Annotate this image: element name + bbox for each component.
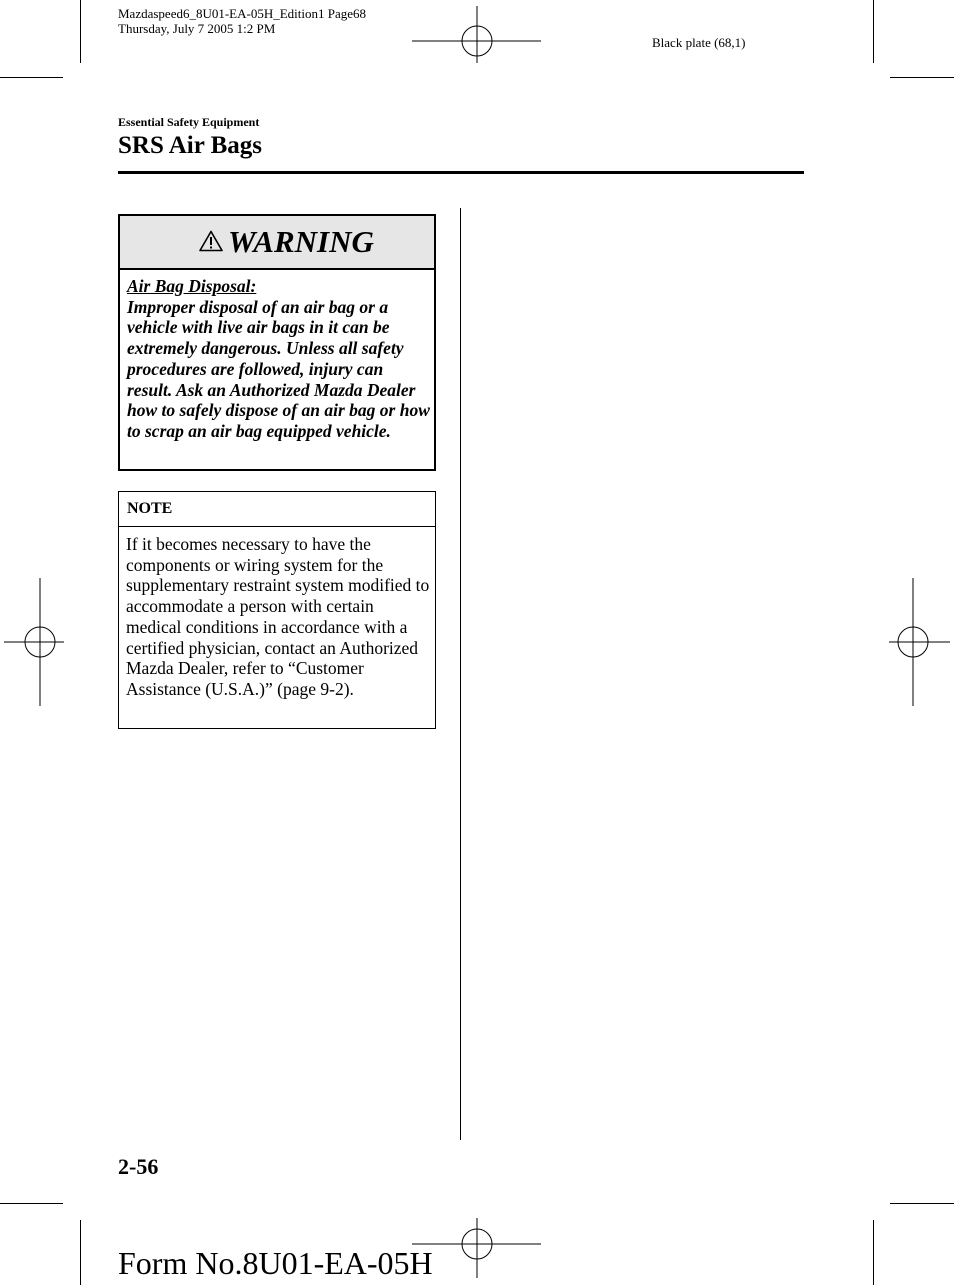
warning-body xyxy=(127,276,431,442)
note-text: If it becomes necessary to have the components or wiring system for the supplementary restraint system modified to accommodate a person with certain medical conditions in accordance with a certified physician, contact an Authorized Mazda Dealer, refer to “Customer Assistance (U.S.A.)” (page 9-2). xyxy=(126,534,430,699)
print-timestamp: Thursday, July 7 2005 1:2 PM xyxy=(118,21,276,36)
page-number: 2-56 xyxy=(118,1154,159,1179)
page-title: SRS Air Bags xyxy=(118,132,263,159)
title-rule xyxy=(118,171,804,174)
print-file-name: Mazdaspeed6_8U01-EA-05H_Edition1 Page68 xyxy=(118,6,367,21)
warning-text: Improper disposal of an air bag or a vehicle with live air bags in it can be extremely dangerous. Unless all safety procedures are followed, injury can result. Ask an Authorized Mazda Dealer how to safely dispose of an air bag or how to scrap an air bag equipped vehicle. xyxy=(127,296,430,441)
section-label: Essential Safety Equipment xyxy=(118,115,260,129)
note-title: NOTE xyxy=(127,500,173,517)
warning-triangle-icon xyxy=(199,230,223,252)
warning-header xyxy=(120,216,434,270)
plate-label: Black plate (68,1) xyxy=(652,35,746,50)
warning-title: WARNING xyxy=(228,224,374,259)
form-number: Form No.8U01-EA-05H xyxy=(118,1245,433,1281)
note-box xyxy=(118,491,436,729)
note-header xyxy=(119,492,435,527)
column-divider xyxy=(460,208,461,1140)
warning-subhead: Air Bag Disposal: xyxy=(127,276,257,296)
warning-box xyxy=(118,214,436,471)
